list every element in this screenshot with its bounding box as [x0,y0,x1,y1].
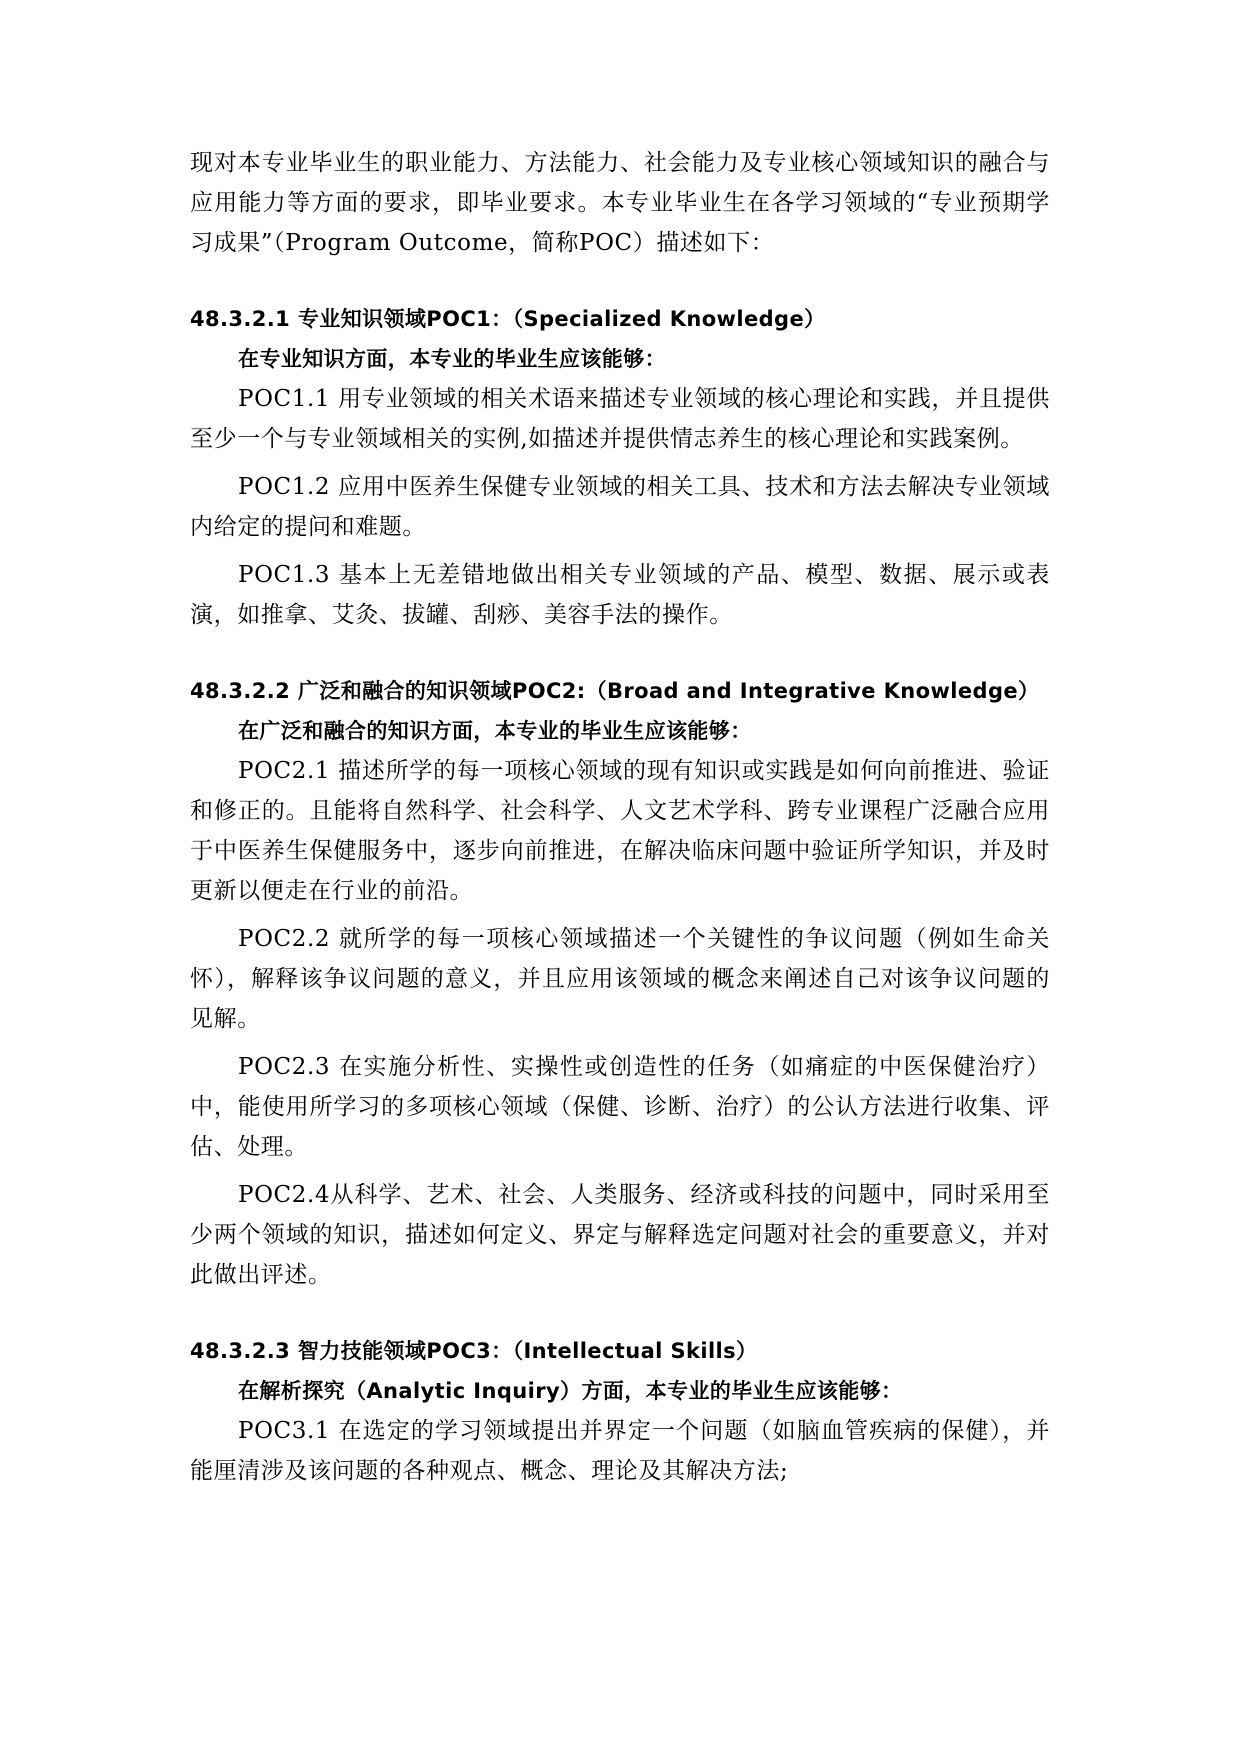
poc-item: POC1.2 应用中医养生保健专业领域的相关工具、技术和方法去解决专业领域内给定的提问和难题。 [190,474,1050,540]
section-heading: 48.3.2.3 智力技能领域POC3：（Intellectual Skills） [190,1339,758,1363]
section-heading: 48.3.2.1 专业知识领域POC1：（Specialized Knowledge） [190,307,826,331]
poc-item: POC2.2 就所学的每一项核心领域描述一个关键性的争议问题（例如生命关怀），解释该争议问题的意义，并且应用该领域的概念来阐述自己对该争议问题的见解。 [190,926,1050,1032]
section-poc2 [190,671,1050,1295]
poc-item: POC1.1 用专业领域的相关术语来描述专业领域的核心理论和实践，并且提供至少一个与专业领域相关的实例,如描述并提供情志养生的核心理论和实践案例。 [190,386,1050,452]
section-subheading: 在广泛和融合的知识方面，本专业的毕业生应该能够： [238,719,752,743]
document-page [190,143,1050,1491]
poc-item: POC3.1 在选定的学习领域提出并界定一个问题（如脑血管疾病的保健），并能厘清涉及该问题的各种观点、概念、理论及其解决方法; [190,1418,1050,1484]
poc-item: POC1.3 基本上无差错地做出相关专业领域的产品、模型、数据、展示或表演，如推拿、艾灸、拔罐、刮痧、美容手法的操作。 [190,562,1050,628]
section-poc1 [190,299,1050,635]
section-subheading: 在解析探究（Analytic Inquiry）方面，本专业的毕业生应该能够： [238,1379,903,1403]
poc-item: POC2.3 在实施分析性、实操性或创造性的任务（如痛症的中医保健治疗）中，能使用所学习的多项核心领域（保健、诊断、治疗）的公认方法进行收集、评估、处理。 [190,1054,1050,1160]
intro-paragraph: 现对本专业毕业生的职业能力、方法能力、社会能力及专业核心领域知识的融合与应用能力等方面的要求，即毕业要求。本专业毕业生在各学习领域的“专业预期学习成果”（Program Outcome，简称POC）描述如下： [190,150,1050,256]
section-subheading: 在专业知识方面，本专业的毕业生应该能够： [238,347,666,371]
poc-item: POC2.1 描述所学的每一项核心领域的现有知识或实践是如何向前推进、验证和修正的。且能将自然科学、社会科学、人文艺术学科、跨专业课程广泛融合应用于中医养生保健服务中，逐步向前推进，在解决临床问题中验证所学知识，并及时更新以便走在行业的前沿。 [190,758,1050,904]
section-heading: 48.3.2.2 广泛和融合的知识领域POC2:（Broad and Integrative Knowledge） [190,679,1040,703]
section-poc3 [190,1331,1050,1491]
poc-item: POC2.4从科学、艺术、社会、人类服务、经济或科技的问题中，同时采用至少两个领域的知识，描述如何定义、界定与解释选定问题对社会的重要意义，并对此做出评述。 [190,1182,1050,1288]
